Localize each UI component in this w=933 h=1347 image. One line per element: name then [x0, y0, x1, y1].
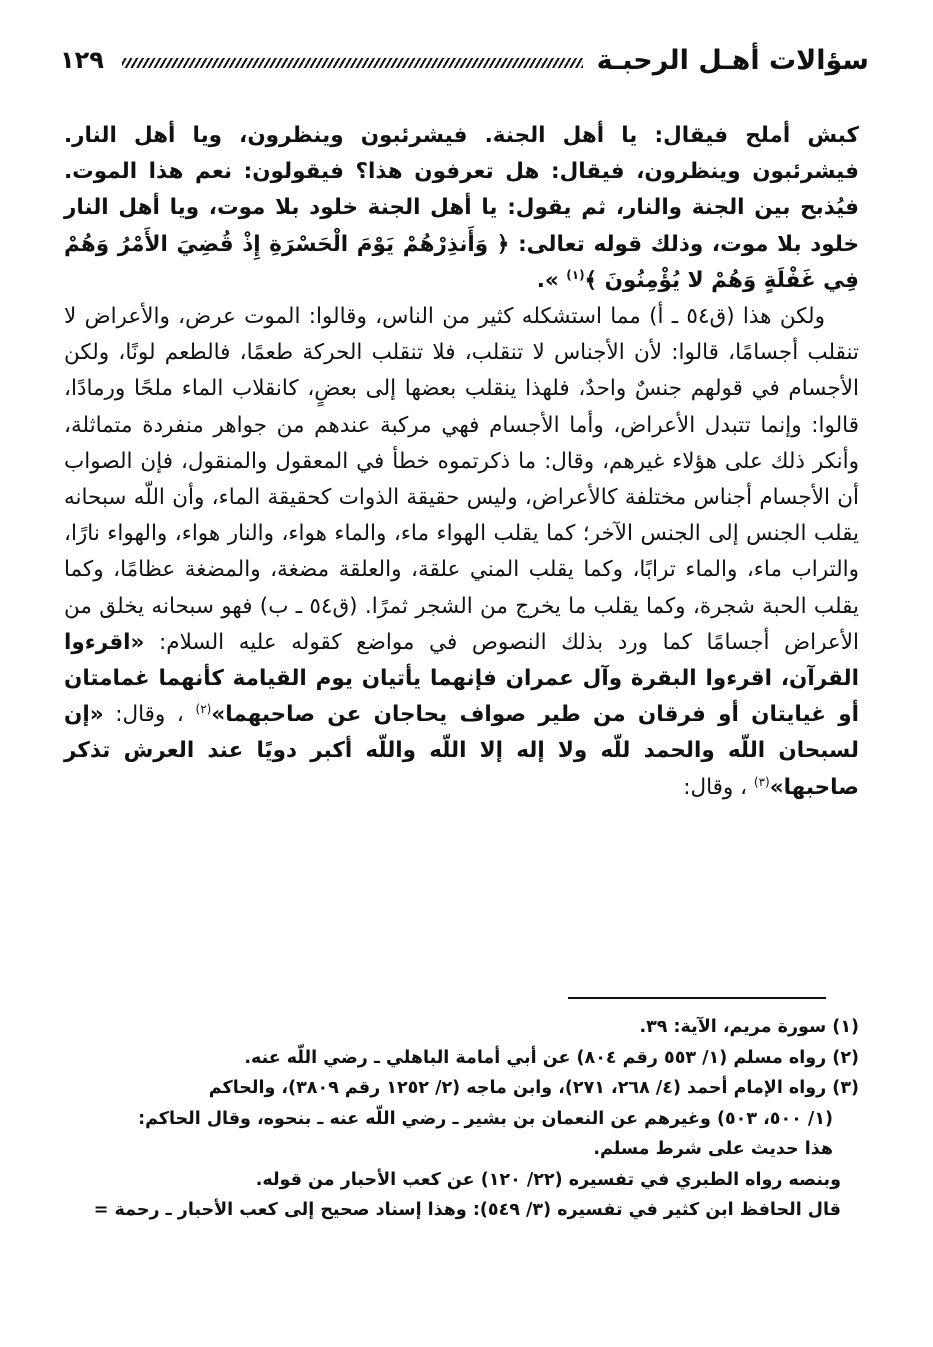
running-header: [60, 38, 869, 82]
footnote-3-line-5: قال الحافظ ابن كثير في تفسيره (٣/ ٥٤٩): وهذا إسناد صحيح إلى كعب الأحبار ـ رحمة =: [93, 1200, 841, 1220]
footnote-3-line-2: (١/ ٥٠٠، ٥٠٣) وغيرهم عن النعمان بن بشير ـ رضي اللّه عنه ـ بنحوه، وقال الحاكم:: [138, 1108, 833, 1129]
footnote-ref-2: (٢): [195, 702, 212, 717]
header-hatched-rule: [122, 58, 583, 68]
paragraph-2: [64, 299, 859, 806]
footnotes: [64, 1012, 859, 1226]
footnote-3-line-3: هذا حديث على شرط مسلم.: [593, 1139, 833, 1159]
hadith-quote-1: «اقرءوا القرآن، اقرءوا البقرة وآل عمران فإنهما يأتيان يوم القيامة كأنهما غمامتان أو غيايتان أو فرقان من طير صواف يحاجان عن صاحبهما»: [64, 629, 859, 728]
quran-verse: ﴿ وَأَنذِرْهُمْ يَوْمَ الْحَسْرَةِ إِذْ قُضِيَ الأَمْرُ وَهُمْ فِي غَفْلَةٍ وَهُمْ لا يُؤْمِنُونَ ﴾: [64, 231, 859, 293]
footnote-1: (١) سورة مريم، الآية: ٣٩.: [639, 1017, 859, 1037]
paragraph-1-line-2: فيقال: هل تعرفون هذا؟ فيقولون: نعم هذا الموت. فيُذبح بين الجنة والنار، ثم يقول: يا: [64, 159, 859, 221]
footnote-3-line-1: (٣) رواه الإمام أحمد (٤/ ٢٦٨، ٢٧١)، وابن ماجه (٢/ ١٢٥٢ رقم ٣٨٠٩)، والحاكم: [208, 1078, 859, 1098]
said-connector-2: ، وقال:: [683, 774, 754, 800]
paragraph-1-line-3: أهل الجنة خلود بلا موت، ويا أهل النار خلود بلا موت، وذلك قوله تعالى:: [64, 195, 859, 257]
paragraph-1-line-1: كبش أملح فيقال: يا أهل الجنة. فيشرئبون وينظرون، ويا أهل النار. فيشرئبون وينظرون،: [64, 123, 859, 185]
quote-close: ».: [536, 267, 567, 293]
footnote-ref-1: (١): [566, 267, 585, 282]
page-number: ١٢٩: [60, 46, 104, 74]
said-connector-1: ، وقال:: [103, 702, 196, 728]
paragraph-1: [64, 118, 859, 299]
hadith-quote-2: «إن لسبحان اللّه والحمد للّه ولا إله إلا اللّه واللّه أكبر دويًا عند العرش تذكر صاحبها»: [64, 702, 859, 800]
footnote-ref-3: (٣): [753, 774, 770, 789]
footnote-separator: [568, 997, 826, 999]
footnote-3-line-4: وبنصه رواه الطبري في تفسيره (٢٢/ ١٢٠) عن كعب الأحبار من قوله.: [255, 1169, 841, 1190]
running-title: سؤالات أهـل الرحبـة: [596, 44, 869, 76]
footnote-2: (٢) رواه مسلم (١/ ٥٥٣ رقم ٨٠٤) عن أبي أمامة الباهلي ـ رضي اللّه عنه.: [244, 1047, 859, 1068]
paragraph-2-text: ولكن هذا (ق٥٤ ـ أ) مما استشكله كثير من الناس، وقالوا: الموت عرض، والأعراض لا تنقلب أجسامًا، قالوا: لأن الأجناس لا تنقلب، فلا تنقلب الحركة طعمًا، فالطعم لونًا، ولكن الأجسام في قولهم جنسٌ واحدٌ، فلهذا ينقلب بعضها إلى بعضٍ، كانقلاب الماء ملحًا ورمادًا، قالوا: وإنما تتبدل الأعراض، وأما الأجسام فهي مركبة عندهم من جواهر منفردة متماثلة، وأنكر ذلك على هؤلاء غيرهم، وقال: ما ذكرتموه خطأ في المعقول والمنقول، فإن الصواب أن الأجسام أجناس مختلفة كالأعراض، وليس حقيقة الذوات كحقيقة الماء، وأن اللّه سبحانه يقلب الجنس إلى الجنس الآخر؛ كما يقلب الهواء ماء، والماء هواء، والنار هواء، والهواء نارًا، والتراب ماء، والماء ترابًا، وكما يقلب المني علقة، والعلقة مضغة، والمضغة عظامًا، وكما يقلب الحبة شجرة، وكما يقلب ما يخرج من الشجر ثمرًا. (ق٥٤ ـ ب) فهو سبحانه يخلق من الأعراض أجسامًا كما ورد بذلك النصوص في مواضع كقوله عليه السلام:: [64, 304, 859, 655]
main-text: [64, 118, 859, 806]
